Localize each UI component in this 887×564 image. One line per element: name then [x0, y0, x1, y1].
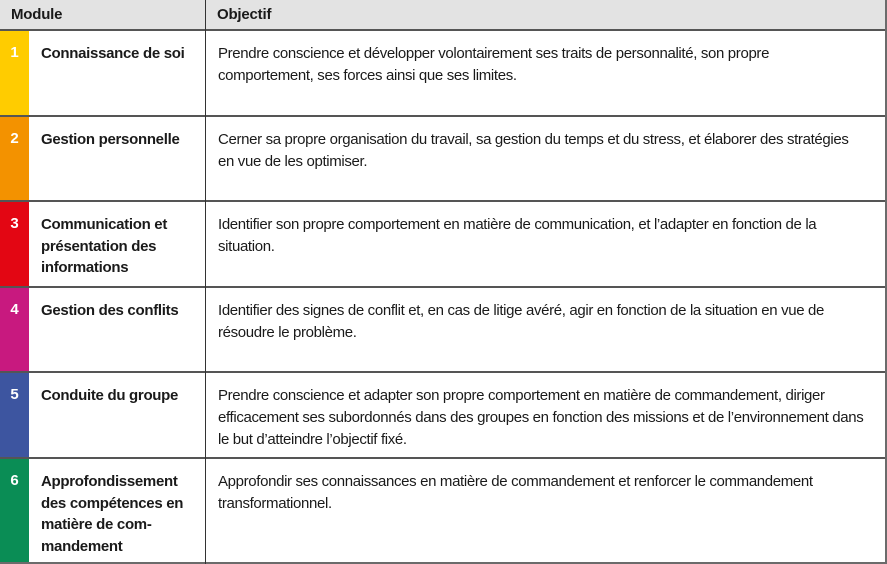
- module-name: Gestion personnelle: [41, 131, 180, 148]
- table-row: [0, 117, 885, 202]
- column-divider: [205, 0, 206, 564]
- module-name: Communication et présentation des informations: [41, 216, 168, 276]
- module-objective: Prendre conscience et adapter son propre comportement en matière de commandement, diriger efficacement ses subordonnés dans des groupes en fonction des missions et de l’environnement dans le but d’atteindre l’objectif fixé.: [218, 387, 864, 448]
- module-name: Conduite du groupe: [41, 387, 179, 404]
- table-row: [0, 31, 885, 117]
- table-row: [0, 202, 885, 288]
- table-row: [0, 373, 885, 459]
- module-number: 4: [10, 301, 19, 318]
- column-header-objectif: Objectif: [217, 6, 272, 23]
- module-objective: Identifier des signes de conflit et, en cas de litige avéré, agir en fonction de la situation en vue de résoudre le problème.: [218, 302, 825, 341]
- table-row: [0, 459, 885, 562]
- module-objective: Identifier son propre comportement en matière de communication, et l’adapter en fonction de la situation.: [218, 216, 817, 255]
- module-objective: Prendre conscience et développer volontairement ses traits de personnalité, son propre comportement, ses forces ainsi que ses limites.: [218, 45, 770, 84]
- module-number: 3: [10, 215, 19, 232]
- module-number: 1: [10, 44, 19, 61]
- module-number: 2: [10, 130, 19, 147]
- table-row: [0, 288, 885, 373]
- module-name: Gestion des conflits: [41, 302, 179, 319]
- module-name: Connaissance de soi: [41, 45, 185, 62]
- module-name: Approfondissement des compétences en matière de commandement: [41, 473, 184, 555]
- module-number: 6: [10, 472, 19, 489]
- module-number: 5: [10, 386, 19, 403]
- module-objective: Cerner sa propre organisation du travail, sa gestion du temps et du stress, et élaborer des stratégies en vue de les optimiser.: [218, 131, 849, 170]
- column-header-module: Module: [11, 6, 63, 23]
- module-objective: Approfondir ses connaissances en matière de commandement et renforcer le commandement transformationnel.: [218, 473, 813, 512]
- table-header: [0, 0, 885, 31]
